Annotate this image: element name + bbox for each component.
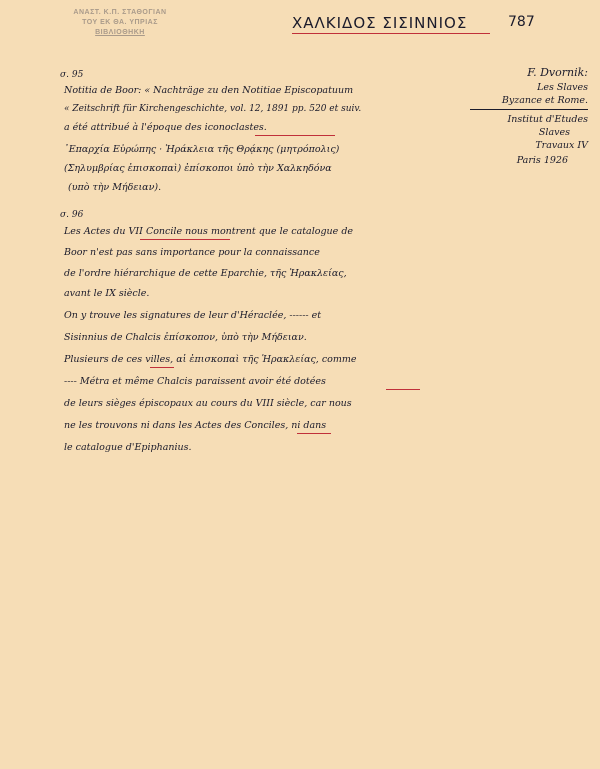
text-line: a été attribué à l'époque des iconoclastes. — [64, 122, 267, 133]
section-ref-95: σ. 95 — [60, 70, 84, 80]
text-line: On y trouve les signatures de leur d'Héraclée, ------ et — [64, 310, 322, 321]
text-line: de leurs sièges épiscopaux au cours du VIII siècle, car nous — [64, 398, 352, 409]
margin-line: Paris 1926 — [516, 155, 568, 166]
text-underline — [255, 135, 335, 136]
text-line: ne les trouvons ni dans les Actes des Conciles, ni dans — [64, 420, 327, 431]
text-line: (Σηλυμβρίας ἐπισκοπαὶ) ἐπίσκοποι ὑπὸ τὴν Χαλκηδόνα — [64, 163, 332, 174]
stamp-line-3: ΒΙΒΛΙΟΘΗΚΗ — [95, 29, 145, 36]
text-line: avant le IX siècle. — [64, 288, 150, 299]
page-number: 787 — [508, 14, 535, 30]
text-line: Les Actes du VII Concile nous montrent que le catalogue de — [64, 226, 354, 237]
margin-line: F. Dvornik: — [527, 66, 588, 79]
text-line: de l'ordre hiérarchique de cette Eparchie, τῆς Ἡρακλείας, — [64, 268, 347, 279]
text-underline — [150, 367, 174, 368]
text-line: Notitia de Boor: « Nachträge zu den Notitiae Episcopatuum — [64, 85, 354, 96]
page-title: ΧΑΛΚΙΔΟΣ ΣΙΣΙΝΝΙΟΣ — [292, 14, 468, 32]
margin-line: Travaux IV — [535, 140, 588, 151]
stamp-line-1: ΑΝΑΣΤ. Κ.Π. ΣΤΑΘΟΓΙΑΝ — [73, 9, 167, 16]
text-line: « Zeitschrift für Kirchengeschichte, vol. 12, 1891 pp. 520 et suiv. — [64, 104, 362, 114]
section-ref-96: σ. 96 — [60, 210, 84, 220]
text-line: ---- Métra et même Chalcis paraissent avoir été dotées — [64, 376, 326, 387]
library-stamp — [60, 8, 180, 38]
text-line: ᾽Επαρχία Εὐρώπης · Ἡράκλεια τῆς Θρᾴκης (μητρόπολις) — [64, 144, 340, 155]
margin-line: Byzance et Rome. — [470, 94, 588, 110]
text-line: (υπὸ τὴν Μήδειαν). — [68, 182, 162, 193]
text-underline — [140, 239, 230, 240]
margin-line: Les Slaves — [537, 82, 588, 93]
margin-line: Slaves — [538, 127, 570, 138]
margin-line: Institut d'Etudes — [507, 114, 588, 125]
text-line: Sisinnius de Chalcis ἐπίσκοπον, ὑπὸ τὴν Μήδειαν. — [64, 332, 307, 343]
text-line: Plusieurs de ces villes, αἱ ἐπισκοπαὶ τῆς Ἡρακλείας, comme — [64, 354, 357, 365]
text-underline — [386, 389, 420, 390]
margin-reference-note — [470, 66, 588, 167]
text-line: le catalogue d'Epiphanius. — [64, 442, 192, 453]
text-line: Boor n'est pas sans importance pour la connaissance — [64, 247, 320, 258]
stamp-line-2: ΤΟΥ ΕΚ ΘΑ. ΥΠΡΙΑΣ — [82, 19, 158, 26]
title-underline — [292, 33, 490, 34]
text-underline — [297, 433, 331, 434]
